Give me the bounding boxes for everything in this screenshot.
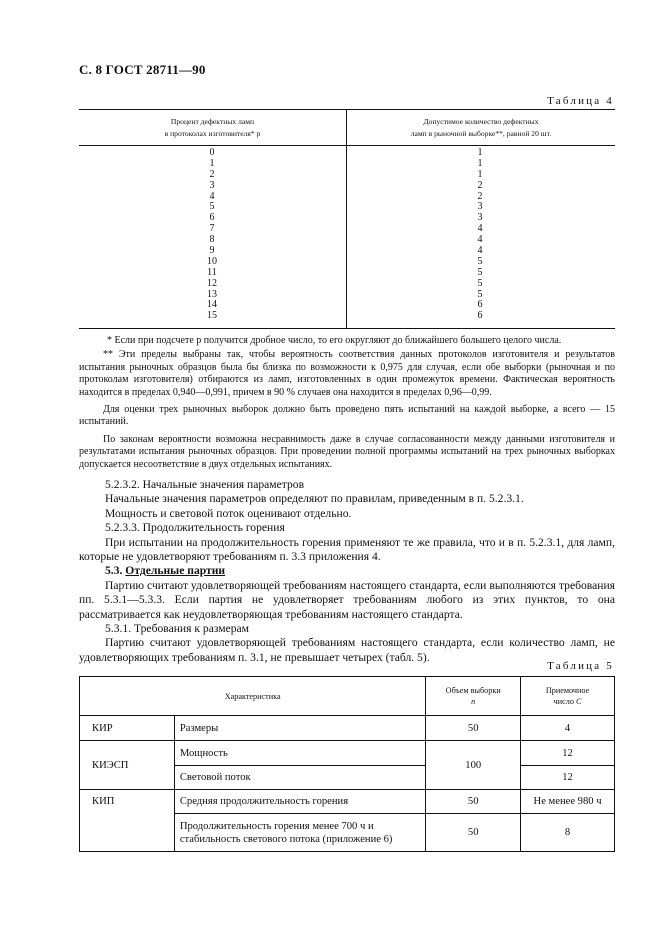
- section-5232-paragraph: Начальные значения параметров определяют по правилам, приведенным в п. 5.2.3.1.: [105, 492, 524, 506]
- section-5232-paragraph: Мощность и световой поток оценивают отдельно.: [105, 506, 352, 520]
- page-header: С. 8 ГОСТ 28711—90: [79, 62, 206, 77]
- table5-sample-cell: 50: [426, 814, 521, 852]
- body-text: [79, 478, 615, 665]
- table5-header-acceptance-number: Приемочное число C: [521, 677, 615, 716]
- section-53-paragraph: Партию считают удовлетворяющей требованиям настоящего стандарта, если выполняются требования пп. 5.3.1—5.3.3. Если партия не удовлетворяет требованиям любого из этих пунктов, то она рассматривается как неудовлетворяющая требованиям настоящего стандарта.: [79, 578, 615, 621]
- table4-col1-values: [197, 148, 227, 322]
- table4-cell: 4: [477, 245, 483, 257]
- table5-characteristic-cell: Продолжительность горения менее 700 ч и стабильность светового потока (приложение 6): [174, 814, 425, 852]
- table4-cell: 15: [207, 310, 217, 322]
- table5-characteristic-cell: Размеры: [174, 716, 425, 741]
- table5-characteristic-cell: Световой поток: [174, 766, 425, 790]
- table4-cell: 5: [477, 255, 483, 267]
- table4-cell: 3: [209, 179, 215, 191]
- section-53-number: 5.3.: [105, 564, 123, 578]
- table4-cell: 0: [209, 147, 215, 158]
- table4-col1-header: Процент дефектных ламп в протоколах изготовителя* p: [164, 117, 261, 138]
- section-5233-title: 5.2.3.3. Продолжительность горения: [105, 521, 285, 535]
- table4-cell: 6: [477, 299, 483, 311]
- paragraph-probability: По законам вероятности возможна несравнимость даже в случае согласованности между данными изготовителя и результатами испытания рыночных образцов. При проведении полной программы испытаний на трех рыночных выборках допускается несоответствие в двух отдельных испытаниях.: [79, 433, 615, 470]
- table5-sample-cell: 50: [426, 716, 521, 741]
- table4-cell: 5: [477, 277, 483, 289]
- table4-cell: 2: [477, 179, 483, 191]
- table4-cell: 3: [477, 212, 483, 224]
- section-53-title: Отдельные партии: [125, 564, 226, 578]
- table5-sample-cell: 50: [426, 790, 521, 814]
- table-row: [80, 716, 615, 741]
- table5-acceptance-cell: 12: [521, 766, 615, 790]
- table5-acceptance-cell: 4: [521, 716, 615, 741]
- table4-cell: 1: [477, 157, 483, 169]
- table4-cell: 6: [209, 212, 215, 224]
- table4-caption: Таблица 4: [547, 95, 614, 107]
- table4-column-divider: [346, 110, 347, 328]
- table5-acceptance-cell: Не менее 980 ч: [521, 790, 615, 814]
- table5-acceptance-cell: 12: [521, 741, 615, 766]
- table4-cell: 10: [207, 255, 217, 267]
- table4-cell: 12: [207, 277, 217, 289]
- table4-cell: 1: [209, 157, 215, 169]
- table4-cell: 14: [207, 299, 217, 311]
- table4-cell: 11: [207, 266, 217, 278]
- table4-cell: 5: [477, 266, 483, 278]
- table4-col2-header: Допустимое количество дефектных ламп в рыночной выборке**, равной 20 шт.: [410, 117, 552, 138]
- table4-cell: 1: [477, 147, 483, 158]
- table4-cell: 2: [477, 190, 483, 202]
- table5-header-sample-size: Объем выборки n: [426, 677, 521, 716]
- table5-caption: Таблица 5: [547, 660, 614, 672]
- table5-sample-cell: 100: [426, 741, 521, 790]
- table4-cell: 5: [477, 288, 483, 300]
- section-531-paragraph: Партию считают удовлетворяющей требованиям настоящего стандарта, если количество ламп, не удовлетворяющих требованиям п. 3.1, не превышает четырех (табл. 5).: [79, 636, 615, 664]
- table4-cell: 2: [209, 168, 215, 180]
- section-53-heading: [79, 564, 615, 578]
- table4-cell: 4: [477, 223, 483, 235]
- footnote-double-star: ** Эти пределы выбраны так, чтобы вероятность соответствия данных протоколов изготовителя и результатов испытания рыночных образцов была бы близка по возможности к 0,975 для случая, если обе выборки (рыночная и по протоколам изготовителя) отбираются из ламп, изготовленных в один промежуток времени. Фактическая вероятность находится в пределах 0,940—0,991, причем в 90 % случаев она находится в пределах 0,96—0,99.: [79, 349, 615, 398]
- table5-header-characteristic: Характеристика: [80, 677, 426, 716]
- table5-group-cell: КИР: [80, 716, 175, 741]
- table5: [79, 676, 615, 852]
- table4-header-divider: [79, 145, 615, 146]
- footnotes: [79, 335, 615, 471]
- table4-cell: 4: [477, 234, 483, 246]
- table5-group-cell: КИЭСП: [80, 741, 175, 790]
- table4-col2-values: [465, 148, 495, 322]
- table4-cell: 1: [477, 168, 483, 180]
- footnote-star: * Если при подсчете p получится дробное число, то его округляют до ближайшего большего целого числа.: [107, 335, 562, 346]
- paragraph-three-samples: Для оценки трех рыночных выборок должно быть проведено пять испытаний на каждой выборке, а всего — 15 испытаний.: [79, 404, 615, 428]
- table4-cell: 7: [209, 223, 215, 235]
- table5-characteristic-cell: Средняя продолжительность горения: [174, 790, 425, 814]
- table4-cell: 6: [477, 310, 483, 322]
- table5-characteristic-cell: Мощность: [174, 741, 425, 766]
- table4-cell: 3: [477, 201, 483, 213]
- section-531-title: 5.3.1. Требования к размерам: [105, 622, 250, 636]
- table4-cell: 9: [209, 245, 215, 257]
- table-row: [80, 790, 615, 814]
- section-5232-title: 5.2.3.2. Начальные значения параметров: [105, 478, 305, 491]
- table-row: [80, 741, 615, 766]
- table4-cell: 8: [209, 234, 215, 246]
- table4-cell: 13: [207, 288, 217, 300]
- section-5233-paragraph: При испытании на продолжительность горения применяют те же правила, что и в п. 5.2.3.1, для ламп, которые не удовлетворяют требованиям п. 3.3 приложения 4.: [79, 535, 615, 564]
- table5-acceptance-cell: 8: [521, 814, 615, 852]
- table5-header-row: [80, 677, 615, 716]
- table5-group-cell: КИП: [80, 790, 175, 852]
- table4: [79, 109, 615, 329]
- table4-cell: 4: [209, 190, 215, 202]
- table4-cell: 5: [209, 201, 215, 213]
